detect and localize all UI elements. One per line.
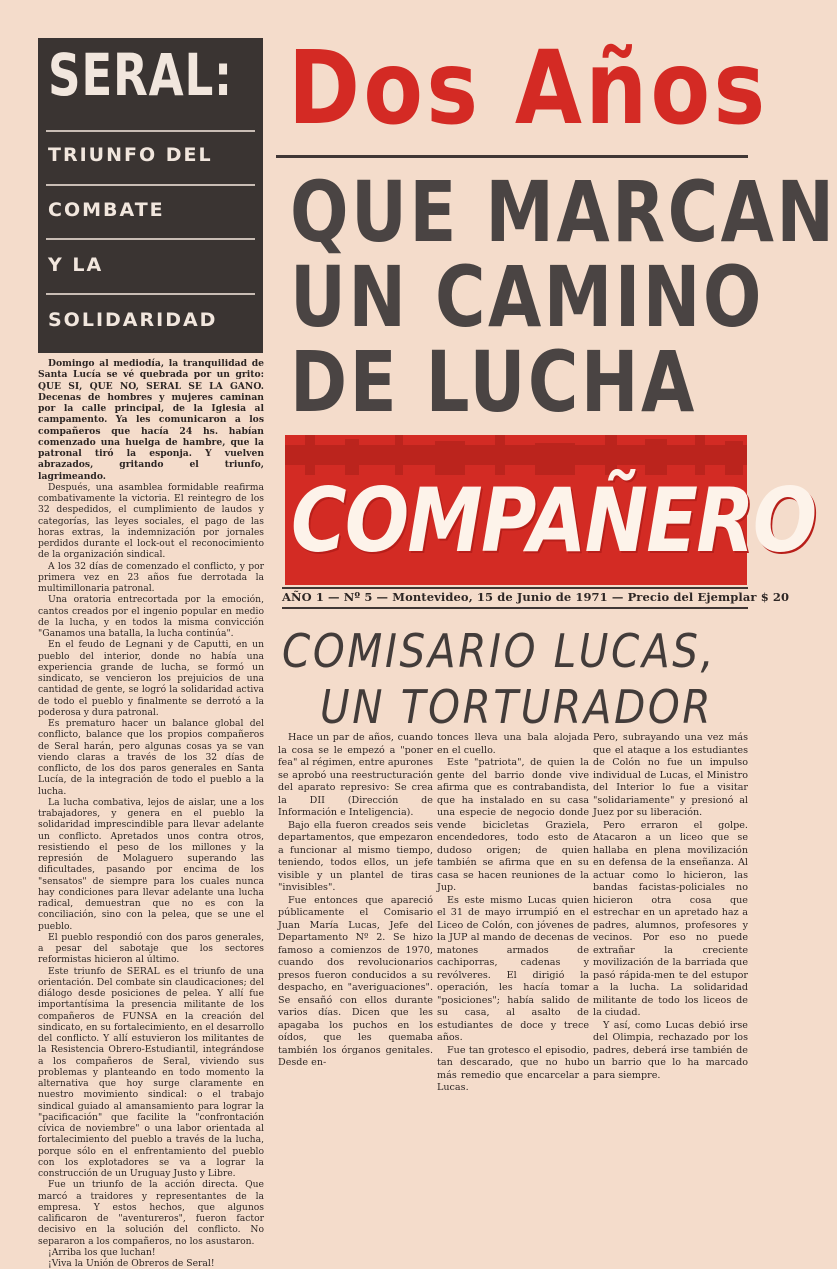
paragraph: Este triunfo de SERAL es el triunfo de una orientación. Del combate sin claudicaciones; del diálogo desde posiciones de pelea. Y allí fue importantísima la presencia militante de los compañeros de FUNSA en la creación del sindicato, en su fortalecimiento, en el desarrollo del conflicto. Y allí estuvieron los militantes de la Resistencia Obrero-Estudiantil, integrándose a los compañeros de Seral, viviendo sus problemas y planteando en todo momento la alternativa que hoy surge claramente en nuestro movimiento sindical: o el trabajo sindical guiado al amansamiento para lograr la "pacificación" que facilite la "confrontación cívica de noviembre" o una labor orientada al fortalecimiento del pueblo a través de la lucha, porque sólo en el enfrentamiento del pueblo con los explotadores se va a lograr la construcción de un Uruguay Justo y Libre. xyxy=(38,965,264,1179)
paragraph: Pero, subrayando una vez más que el ataque a los estudiantes de Colón no fue un impulso individual de Lucas, el Ministro del Interior lo fue a visitar "solidariamente" y presionó al Juez por su liberación. xyxy=(593,732,748,818)
divider xyxy=(46,130,255,132)
seral-subtitle-line: TRIUNFO DEL xyxy=(48,144,213,166)
closing-slogan: ¡Arriba los que luchan! xyxy=(48,1246,156,1258)
paragraph: Este "patriota", de quien la gente del barrio donde vive afirma que es contrabandista, que ha instalado en su casa una especie de negocio donde vende bicicletas Graziela, encendedores, todo esto de dudoso origen; de quien también se afirma que en su casa se hacen reuniones de la Jup. xyxy=(437,757,589,893)
seral-article xyxy=(38,358,264,1269)
issue-info: AÑO 1 — Nº 5 — Montevideo, 15 de Junio de 1971 — Precio del Ejemplar $ 20 xyxy=(282,590,790,604)
seral-subtitle-line: SOLIDARIDAD xyxy=(48,309,218,331)
headline-line: DE LUCHA xyxy=(290,333,697,431)
paragraph: Una oratoria entrecortada por la emoción, cantos creados por el ingenio popular en medio de la lucha, y en todos la misma convicción "Ganamos una batalla, la lucha continúa". xyxy=(38,594,264,639)
paragraph: En el feudo de Legnani y de Caputti, en un pueblo del interior, donde no había una experiencia grande de lucha, se formó un sindicato, se vencieron los prejuicios de una cantidad de gente, se logró la solidaridad activa de todo el pueblo y finalmente se derrotó a la poderosa y dura patronal. xyxy=(38,639,264,718)
seral-title: SERAL: xyxy=(48,41,233,109)
lucas-article-column-1 xyxy=(278,732,433,1070)
paragraph: Fue tan grotesco el episodio, tan descarado, que no hubo más remedio que encarcelar a Lucas. xyxy=(437,1044,589,1093)
paragraph: Bajo ella fueron creados seis departamentos, que empezaron a funcionar al mismo tiempo, teniendo, todos ellos, un jefe visible y un plantel de tiras "invisibles". xyxy=(278,819,433,893)
paragraph: Domingo al mediodía, la tranquilidad de Santa Lucía se vé quebrada por un grito: QUE SI, QUE NO, SERAL SE LA GANO. Decenas de hombres y mujeres caminan por la calle principal, de la Iglesia al campamento. Ya les comunicaron a los compañeros que hacía 24 hs. habían comenzado una huelga de hambre, que la patronal tiró la esponja. Y vuelven abrazados, gritando el triunfo, lagrimeando. xyxy=(38,358,264,482)
closing-slogan: ¡Viva la Unión de Obreros de Seral! xyxy=(48,1258,215,1269)
paragraph: Pero erraron el golpe. Atacaron a un liceo que se hallaba en plena movilización en defensa de la enseñanza. Al actuar como lo hicieron, las bandas facistas-policiales no hicieron otra cosa que estrechar en un apretado haz a padres, alumnos, profesores y vecinos. Por eso no puede extrañar la creciente movilización de la barriada que pasó rápida-men te del estupor a la lucha. La solidaridad militante de todo los liceos de la ciudad. xyxy=(593,819,748,1018)
headline-line: QUE MARCAN xyxy=(290,163,837,261)
paragraph: tonces lleva una bala alojada en el cuello. xyxy=(437,732,589,756)
paragraph: La lucha combativa, lejos de aislar, une a los trabajadores, y genera en el pueblo la solidaridad imprescindible para llevar adelante un conflicto. Apretados unos contra otros, resistiendo el peso de los millones y la represión de Molaguero superando las dificultades, pasando por encima de los "sensatos" de siempre para los cuales nunca hay condiciones para llevar adelante una lucha radical, demuestran que no es con la conciliación, sino con la pelea, que se une el pueblo. xyxy=(38,796,264,932)
paragraph: El pueblo respondió con dos paros generales, a pesar del sabotaje que los sectores reformistas hicieron al último. xyxy=(38,931,264,966)
paragraph: Y así, como Lucas debió irse del Olimpia, rechazado por los padres, deberá irse también de un barrio que lo ha marcado para siempre. xyxy=(593,1019,748,1081)
divider xyxy=(46,238,255,240)
paragraph: Hace un par de años, cuando la cosa se le empezó a "poner fea" al régimen, entre apurones se aprobó una reestructuración del aparato represivo: Se crea la DII (Dirección de Información e Inteligencia). xyxy=(278,732,433,818)
paragraph: Es prematuro hacer un balance global del conflicto, balance que los propios compañeros de Seral harán, pero algunas cosas ya se van viendo claras a través de los 32 días de conflicto, de los dos paros generales en Santa Lucía, de la integración de todo el pueblo a la lucha. xyxy=(38,718,264,797)
seral-headline-box xyxy=(38,38,263,353)
seral-subtitle-line: Y LA xyxy=(48,254,104,276)
paragraph: Fue un triunfo de la acción directa. Que marcó a traidores y representantes de la empresa. Y estos hechos, que algunos calificaron de "aventureros", fueron factor decisivo en la solución del conflicto. No separaron a los compañeros, no los asustaron. xyxy=(38,1179,264,1247)
divider xyxy=(46,293,255,295)
headline-rule xyxy=(276,155,748,158)
article-title-line: UN TORTURADOR xyxy=(320,680,714,734)
issue-rule-top xyxy=(282,587,748,589)
paragraph: A los 32 días de comenzado el conflicto, y por primera vez en 23 años fue derrotada la multimillonaria patronal. xyxy=(38,560,264,594)
article-title-line: COMISARIO LUCAS, xyxy=(282,624,717,678)
paragraph: Después, una asamblea formidable reafirma combativamente la victoria. El reintegro de los 32 despedidos, el cumplimiento de laudos y categorías, las leyes sociales, el pago de las horas extras, la indemnización por jornales perdidos durante el lock-out el reconocimiento de la organización sindical. xyxy=(38,481,264,561)
headline-dos-anos: Dos Años xyxy=(288,29,769,148)
masthead-title: COMPAÑERO xyxy=(291,469,816,572)
lucas-article-column-2 xyxy=(437,732,589,1095)
seral-subtitle-line: COMBATE xyxy=(48,199,165,221)
masthead-banner xyxy=(285,435,816,585)
headline-line: UN CAMINO xyxy=(290,248,764,346)
paragraph: Es este mismo Lucas quien el 31 de mayo irrumpió en el Liceo de Colón, con jóvenes de la JUP al mando de decenas de matones armados de cachiporras, cadenas y revólveres. El dirigió la operación, les hacía tomar "posiciones"; había salido de su casa, al asalto de estudiantes de doce y trece años. xyxy=(437,894,589,1043)
lucas-article-column-3 xyxy=(593,732,748,1082)
paragraph: Fue entonces que apareció públicamente el Comisario Juan María Lucas, Jefe del Departamento Nº 2. Se hizo famoso a comienzos de 1970, cuando dos revolucionarios presos fueron conducidos a su despacho, en "averiguaciones". Se ensañó con ellos durante varios días. Dicen que les apagaba los puchos en los oídos, que les quemaba también los órganos genitales. Desde en- xyxy=(278,894,433,1068)
issue-rule-bottom xyxy=(282,607,748,609)
divider xyxy=(46,184,255,186)
